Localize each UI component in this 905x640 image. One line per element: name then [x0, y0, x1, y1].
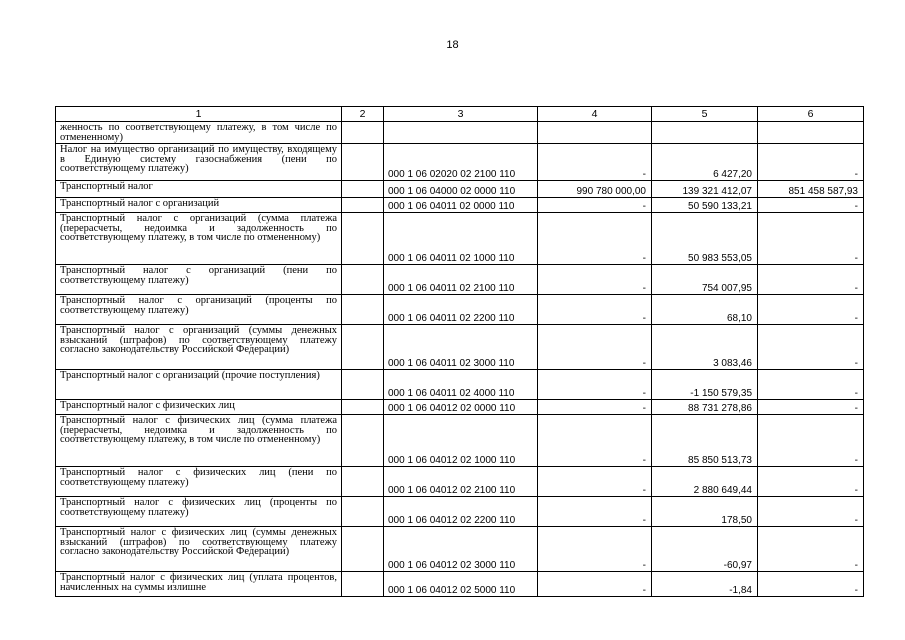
- row-rest-cell: -: [758, 213, 864, 265]
- row-name-cell: Транспортный налог: [56, 181, 342, 198]
- row-name-cell: Транспортный налог с физических лиц (пени по соответствующему платежу): [56, 467, 342, 497]
- row-col2-cell: [342, 572, 384, 597]
- row-name-cell: Транспортный налог с физических лиц (суммы денежных взысканий (штрафов) по соответствующему платежу согласно законодательству Российской Федерации): [56, 527, 342, 572]
- row-rest-cell: -: [758, 400, 864, 415]
- row-name-cell: Транспортный налог с организаций (сумма платежа (перерасчеты, недоимка и задолженность по соответствующему платежу, в том числе по отмененному): [56, 213, 342, 265]
- row-plan-cell: -: [538, 400, 652, 415]
- row-rest-cell: 851 458 587,93: [758, 181, 864, 198]
- table-row: [56, 295, 864, 325]
- table-row: [56, 527, 864, 572]
- row-rest-cell: -: [758, 144, 864, 181]
- table-row: [56, 144, 864, 181]
- row-name-cell: Транспортный налог с физических лиц: [56, 400, 342, 415]
- table-row: [56, 198, 864, 213]
- table-body: [56, 107, 864, 597]
- table-row: [56, 370, 864, 400]
- row-rest-cell: -: [758, 265, 864, 295]
- header-cell-4: 4: [538, 107, 652, 122]
- row-code-cell: 000 1 06 04012 02 3000 110: [384, 527, 538, 572]
- row-rest-cell: -: [758, 325, 864, 370]
- row-name-cell: Транспортный налог с организаций (проценты по соответствующему платежу): [56, 295, 342, 325]
- header-cell-5: 5: [652, 107, 758, 122]
- row-name-cell: Налог на имущество организаций по имуществу, входящему в Единую систему газоснабжения (пени по соответствующему платежу): [56, 144, 342, 181]
- row-plan-cell: -: [538, 295, 652, 325]
- row-col2-cell: [342, 370, 384, 400]
- row-name-cell: Транспортный налог с организаций (прочие поступления): [56, 370, 342, 400]
- row-col2-cell: [342, 497, 384, 527]
- table-row: [56, 265, 864, 295]
- row-col2-cell: [342, 213, 384, 265]
- header-cell-6: 6: [758, 107, 864, 122]
- row-col2-cell: [342, 181, 384, 198]
- row-code-cell: 000 1 06 04011 02 1000 110: [384, 213, 538, 265]
- row-plan-cell: 990 780 000,00: [538, 181, 652, 198]
- row-code-cell: 000 1 06 02020 02 2100 110: [384, 144, 538, 181]
- row-name-cell: Транспортный налог с организаций: [56, 198, 342, 213]
- row-plan-cell: -: [538, 572, 652, 597]
- row-rest-cell: [758, 122, 864, 144]
- row-plan-cell: [538, 122, 652, 144]
- row-code-cell: 000 1 06 04012 02 5000 110: [384, 572, 538, 597]
- row-fact-cell: 6 427,20: [652, 144, 758, 181]
- table-row: [56, 400, 864, 415]
- table-row: [56, 181, 864, 198]
- page-number: 18: [446, 39, 459, 51]
- row-col2-cell: [342, 527, 384, 572]
- row-code-cell: [384, 122, 538, 144]
- table-row: [56, 497, 864, 527]
- revenue-table: [55, 106, 864, 597]
- row-plan-cell: -: [538, 325, 652, 370]
- row-fact-cell: -1 150 579,35: [652, 370, 758, 400]
- header-cell-2: 2: [342, 107, 384, 122]
- row-fact-cell: 50 983 553,05: [652, 213, 758, 265]
- row-fact-cell: 139 321 412,07: [652, 181, 758, 198]
- row-col2-cell: [342, 467, 384, 497]
- row-code-cell: 000 1 06 04011 02 4000 110: [384, 370, 538, 400]
- row-col2-cell: [342, 144, 384, 181]
- row-rest-cell: -: [758, 497, 864, 527]
- row-fact-cell: 68,10: [652, 295, 758, 325]
- header-cell-1: 1: [56, 107, 342, 122]
- row-plan-cell: -: [538, 265, 652, 295]
- row-col2-cell: [342, 198, 384, 213]
- row-col2-cell: [342, 122, 384, 144]
- row-fact-cell: 754 007,95: [652, 265, 758, 295]
- row-code-cell: 000 1 06 04000 02 0000 110: [384, 181, 538, 198]
- table-row: [56, 572, 864, 597]
- row-plan-cell: -: [538, 370, 652, 400]
- row-code-cell: 000 1 06 04012 02 2200 110: [384, 497, 538, 527]
- row-rest-cell: -: [758, 467, 864, 497]
- row-col2-cell: [342, 265, 384, 295]
- row-name-cell: Транспортный налог с физических лиц (уплата процентов, начисленных на суммы излишне: [56, 572, 342, 597]
- row-code-cell: 000 1 06 04011 02 2200 110: [384, 295, 538, 325]
- row-fact-cell: 3 083,46: [652, 325, 758, 370]
- row-fact-cell: 178,50: [652, 497, 758, 527]
- row-rest-cell: -: [758, 198, 864, 213]
- row-name-cell: Транспортный налог с физических лиц (сумма платежа (перерасчеты, недоимка и задолженность по соответствующему платежу, в том числе по отмененному): [56, 415, 342, 467]
- row-plan-cell: -: [538, 527, 652, 572]
- row-fact-cell: -1,84: [652, 572, 758, 597]
- row-plan-cell: -: [538, 144, 652, 181]
- table-row: [56, 415, 864, 467]
- table-row: [56, 213, 864, 265]
- row-plan-cell: -: [538, 497, 652, 527]
- row-fact-cell: 85 850 513,73: [652, 415, 758, 467]
- row-rest-cell: -: [758, 527, 864, 572]
- row-code-cell: 000 1 06 04012 02 2100 110: [384, 467, 538, 497]
- row-col2-cell: [342, 295, 384, 325]
- row-fact-cell: 50 590 133,21: [652, 198, 758, 213]
- row-rest-cell: -: [758, 295, 864, 325]
- row-fact-cell: -60,97: [652, 527, 758, 572]
- row-rest-cell: -: [758, 415, 864, 467]
- row-name-cell: Транспортный налог с организаций (суммы денежных взысканий (штрафов) по соответствующему платежу согласно законодательству Российской Федерации): [56, 325, 342, 370]
- row-col2-cell: [342, 400, 384, 415]
- table-row: [56, 122, 864, 144]
- table-row: [56, 325, 864, 370]
- row-fact-cell: 2 880 649,44: [652, 467, 758, 497]
- row-col2-cell: [342, 415, 384, 467]
- row-code-cell: 000 1 06 04011 02 2100 110: [384, 265, 538, 295]
- row-code-cell: 000 1 06 04012 02 1000 110: [384, 415, 538, 467]
- row-code-cell: 000 1 06 04012 02 0000 110: [384, 400, 538, 415]
- row-col2-cell: [342, 325, 384, 370]
- table-row: [56, 467, 864, 497]
- row-name-cell: Транспортный налог с организаций (пени по соответствующему платежу): [56, 265, 342, 295]
- row-plan-cell: -: [538, 213, 652, 265]
- header-cell-3: 3: [384, 107, 538, 122]
- row-plan-cell: -: [538, 415, 652, 467]
- row-fact-cell: 88 731 278,86: [652, 400, 758, 415]
- row-name-cell: Транспортный налог с физических лиц (проценты по соответствующему платежу): [56, 497, 342, 527]
- table-header-row: [56, 107, 864, 122]
- row-code-cell: 000 1 06 04011 02 3000 110: [384, 325, 538, 370]
- row-plan-cell: -: [538, 198, 652, 213]
- row-fact-cell: [652, 122, 758, 144]
- row-rest-cell: -: [758, 572, 864, 597]
- row-rest-cell: -: [758, 370, 864, 400]
- row-code-cell: 000 1 06 04011 02 0000 110: [384, 198, 538, 213]
- row-name-cell: женность по соответствующему платежу, в том числе по отмененному): [56, 122, 342, 144]
- row-plan-cell: -: [538, 467, 652, 497]
